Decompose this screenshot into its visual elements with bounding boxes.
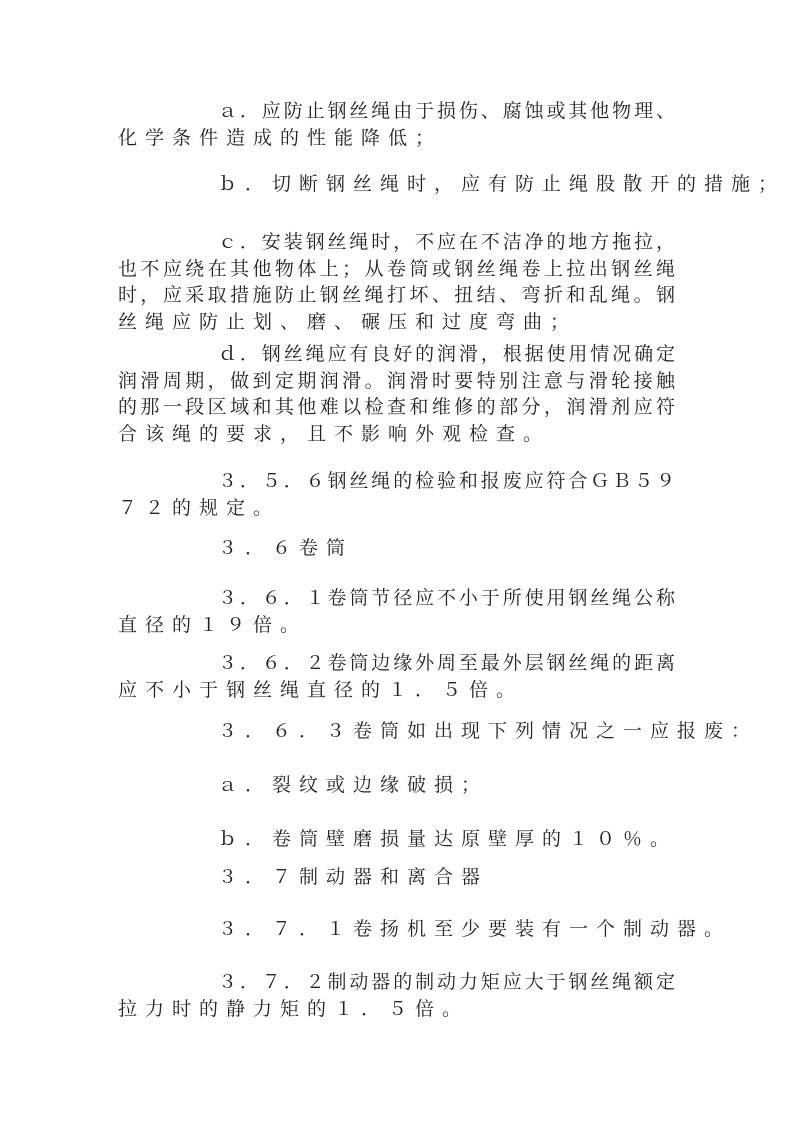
text-line: ３．６．２卷筒边缘外周至最外层钢丝绳的距离 <box>218 652 675 674</box>
text-line: ３．７制动器和离合器 <box>218 866 489 888</box>
text-line: ｄ．钢丝绳应有良好的润滑，根据使用情况确定 <box>218 343 675 365</box>
text-line: ３．７．１卷扬机至少要装有一个制动器。 <box>218 918 732 940</box>
text-line: ３．６．１卷筒节径应不小于所使用钢丝绳公称 <box>218 587 675 609</box>
text-line: 直径的１９倍。 <box>118 614 308 636</box>
text-line: ７２的规定。 <box>118 497 281 519</box>
text-line: ３．６．３卷筒如出现下列情况之一应报废： <box>218 720 759 742</box>
text-line: 应不小于钢丝绳直径的１．５倍。 <box>118 679 524 701</box>
text-line: ｂ．切断钢丝绳时，应有防止绳股散开的措施； <box>218 173 786 195</box>
text-line: 化学条件造成的性能降低； <box>118 127 443 149</box>
text-line: ｂ．卷筒壁磨损量达原壁厚的１０％。 <box>218 828 678 850</box>
text-line: 的那一段区域和其他难以检查和维修的部分，润滑剂应符 <box>118 396 675 418</box>
text-line: ａ．应防止钢丝绳由于损伤、腐蚀或其他物理、 <box>218 100 675 122</box>
text-line: ３．５．６钢丝绳的检验和报废应符合ＧＢ５９ <box>218 470 675 492</box>
text-line: 合该绳的要求，且不影响外观检查。 <box>118 423 551 445</box>
text-line: 拉力时的静力矩的１．５倍。 <box>118 998 470 1020</box>
text-line: ３．７．２制动器的制动力矩应大于钢丝绳额定 <box>218 971 675 993</box>
text-line: 润滑周期，做到定期润滑。润滑时要特别注意与滑轮接触 <box>118 370 675 392</box>
text-line: ３．６卷筒 <box>218 537 354 559</box>
text-line: 时，应采取措施防止钢丝绳打坏、扭结、弯折和乱绳。钢 <box>118 284 675 306</box>
text-line: 丝绳应防止划、磨、碾压和过度弯曲； <box>118 311 578 333</box>
text-line: 也不应绕在其他物体上；从卷筒或钢丝绳卷上拉出钢丝绳 <box>118 258 675 280</box>
text-line: ａ．裂纹或边缘破损； <box>218 774 489 796</box>
text-line: ｃ．安装钢丝绳时，不应在不洁净的地方拖拉， <box>218 231 675 253</box>
